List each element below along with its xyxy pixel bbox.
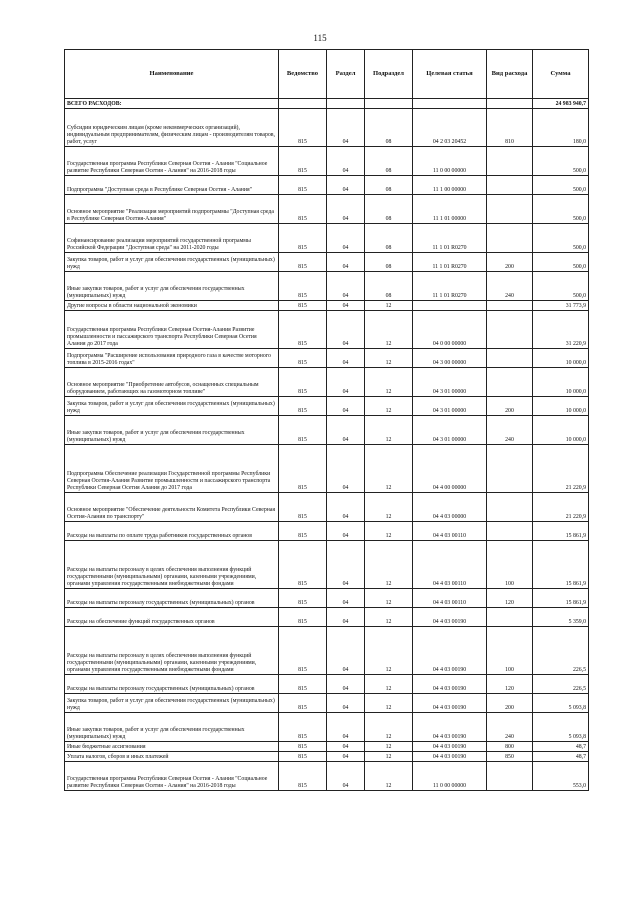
row-target-item: 04 4 03 00110 [413,541,487,589]
row-section: 04 [327,752,365,762]
row-amount: 10 000,0 [533,349,589,368]
row-subsection: 12 [365,311,413,349]
row-amount: 500,0 [533,224,589,253]
row-amount: 500,0 [533,195,589,224]
row-subsection: 12 [365,675,413,694]
row-department: 815 [279,224,327,253]
row-target-item: 04 4 03 00190 [413,675,487,694]
row-department: 815 [279,541,327,589]
row-name: Закупка товаров, работ и услуг для обеспечения государственных (муниципальных) нужд [65,694,279,713]
row-section: 04 [327,224,365,253]
row-department: 815 [279,176,327,195]
row-expense-type: 100 [487,627,533,675]
row-expense-type [487,176,533,195]
row-section: 04 [327,301,365,311]
row-name: Основное мероприятие "Обеспечение деятельности Комитета Республики Северная Осетия-Алания по транспорту" [65,493,279,522]
row-subsection: 12 [365,762,413,791]
row-expense-type [487,608,533,627]
row-name: Расходы на выплаты персоналу в целях обеспечения выполнения функций государственными (муниципальными) органами, казенными учреждениями, органами управления государственными внебюджетными фондами [65,627,279,675]
row-department: 815 [279,253,327,272]
row-name: Расходы на выплаты по оплате труда работников государственных органов [65,522,279,541]
row-target-item: 04 4 03 00190 [413,713,487,742]
row-target-item: 11 0 00 00000 [413,147,487,176]
row-amount: 21 220,9 [533,493,589,522]
header-subsection: Подраздел [365,50,413,99]
row-department: 815 [279,493,327,522]
row-name: Расходы на выплаты персоналу государственных (муниципальных) органов [65,589,279,608]
row-subsection: 12 [365,742,413,752]
row-department: 815 [279,301,327,311]
row-target-item: 04 4 03 00110 [413,589,487,608]
row-section: 04 [327,742,365,752]
row-name: Иные закупки товаров, работ и услуг для обеспечения государственных (муниципальных) нужд [65,272,279,301]
table-row [65,589,589,608]
row-name: Расходы на выплаты персоналу государственных (муниципальных) органов [65,675,279,694]
row-amount: 5 359,0 [533,608,589,627]
row-amount: 31 773,9 [533,301,589,311]
table-row [65,675,589,694]
row-subsection [365,99,413,109]
row-subsection: 12 [365,397,413,416]
row-department: 815 [279,272,327,301]
row-section: 04 [327,176,365,195]
row-subsection: 08 [365,253,413,272]
row-expense-type [487,311,533,349]
row-subsection: 08 [365,195,413,224]
row-target-item: 04 4 03 00190 [413,742,487,752]
row-expense-type: 200 [487,694,533,713]
row-department: 815 [279,713,327,742]
row-amount: 500,0 [533,176,589,195]
row-section: 04 [327,109,365,147]
table-row [65,742,589,752]
row-subsection: 12 [365,349,413,368]
row-section: 04 [327,147,365,176]
table-row [65,195,589,224]
row-name: Государственная программа Республики Северная Осетия-Алания Развитие промышленности и пассажирского транспорта Республики Северная Осетия Алания до 2017 года [65,311,279,349]
row-subsection: 12 [365,445,413,493]
row-subsection: 12 [365,752,413,762]
row-department: 815 [279,522,327,541]
row-section: 04 [327,713,365,742]
row-expense-type [487,301,533,311]
row-target-item: 11 1 01 R0270 [413,272,487,301]
row-name: Подпрограмма Обеспечение реализации Государственной программы Республики Северная Осетия-Алания Развитие промышленности и пассажирского транспорта Республики Северная Осетия Алания до 2017 года [65,445,279,493]
row-section: 04 [327,368,365,397]
row-section: 04 [327,349,365,368]
row-amount: 48,7 [533,752,589,762]
row-name: Иные закупки товаров, работ и услуг для обеспечения государственных (муниципальных) нужд [65,416,279,445]
table-row [65,445,589,493]
row-target-item: 04 2 03 20452 [413,109,487,147]
table-row [65,416,589,445]
row-target-item: 04 3 01 00000 [413,416,487,445]
row-amount: 15 861,9 [533,522,589,541]
header-name: Наименование [65,50,279,99]
table-row [65,301,589,311]
table-row [65,752,589,762]
table-row [65,713,589,742]
row-expense-type [487,224,533,253]
row-name: Уплата налогов, сборов и иных платежей [65,752,279,762]
row-department: 815 [279,109,327,147]
row-department: 815 [279,752,327,762]
row-amount: 10 000,0 [533,416,589,445]
table-row [65,109,589,147]
row-expense-type [487,349,533,368]
row-department: 815 [279,416,327,445]
row-target-item: 04 4 03 00190 [413,752,487,762]
row-section: 04 [327,445,365,493]
table-row [65,762,589,791]
row-section: 04 [327,694,365,713]
table-body [65,99,589,791]
total-row [65,99,589,109]
table-row [65,147,589,176]
row-department: 815 [279,368,327,397]
row-target-item: 11 1 01 00000 [413,195,487,224]
row-subsection: 12 [365,522,413,541]
row-expense-type: 240 [487,416,533,445]
row-subsection: 12 [365,493,413,522]
row-target-item: 11 1 01 R0270 [413,253,487,272]
row-target-item: 11 0 00 00000 [413,762,487,791]
row-name: Субсидии юридическим лицам (кроме некоммерческих организаций), индивидуальным предпринимателям, физическим лицам - производителям товаров, работ, услуг [65,109,279,147]
row-amount: 48,7 [533,742,589,752]
table-row [65,397,589,416]
row-subsection: 12 [365,694,413,713]
row-department: 815 [279,627,327,675]
row-subsection: 12 [365,608,413,627]
row-department: 815 [279,608,327,627]
row-department: 815 [279,675,327,694]
row-target-item [413,301,487,311]
row-section: 04 [327,675,365,694]
row-expense-type [487,445,533,493]
row-section: 04 [327,522,365,541]
row-amount: 24 983 940,7 [533,99,589,109]
page-number: 115 [313,33,327,43]
row-name: Основное мероприятие "Приобретение автобусов, оснащенных специальным оборудованием, работающих на газомоторном топливе" [65,368,279,397]
table-row [65,176,589,195]
row-name: Иные закупки товаров, работ и услуг для обеспечения государственных (муниципальных) нужд [65,713,279,742]
row-department [279,99,327,109]
table-row [65,608,589,627]
row-name: Закупка товаров, работ и услуг для обеспечения государственных (муниципальных) нужд [65,397,279,416]
row-expense-type [487,99,533,109]
table-header-row [65,50,589,99]
table-row [65,694,589,713]
row-name: Основное мероприятие "Реализация мероприятий подпрограммы "Доступная среда в Республике Северная Осетия-Алания" [65,195,279,224]
row-subsection: 08 [365,272,413,301]
row-target-item: 11 1 01 R0270 [413,224,487,253]
table-row [65,627,589,675]
row-name: Государственная программа Республики Северная Осетия - Алания "Социальное развитие Республики Северная Осетия - Алания" на 2016-2018 годы [65,147,279,176]
row-name: Софинансирование реализации мероприятий государственной программы Российской Федерации "Доступная среда" на 2011-2020 годы [65,224,279,253]
row-expense-type: 120 [487,675,533,694]
row-subsection: 12 [365,368,413,397]
table-row [65,522,589,541]
row-name: Подпрограмма "Расширение использования природного газа в качестве моторного топлива в 2015-2016 годах" [65,349,279,368]
row-amount: 15 861,9 [533,589,589,608]
row-subsection: 12 [365,627,413,675]
row-section: 04 [327,541,365,589]
row-section: 04 [327,195,365,224]
row-department: 815 [279,349,327,368]
row-amount: 5 093,8 [533,713,589,742]
row-expense-type: 120 [487,589,533,608]
row-subsection: 12 [365,713,413,742]
row-target-item: 04 4 03 00190 [413,627,487,675]
table-row [65,272,589,301]
row-section: 04 [327,608,365,627]
row-target-item: 04 3 01 00000 [413,368,487,397]
row-department: 815 [279,762,327,791]
expenditure-table [64,49,589,791]
row-expense-type: 200 [487,253,533,272]
row-section: 04 [327,627,365,675]
row-target-item: 04 4 00 00000 [413,445,487,493]
table-row [65,349,589,368]
table-row [65,253,589,272]
row-name: Государственная программа Республики Северная Осетия - Алания "Социальное развитие Республики Северная Осетия - Алания" на 2016-2018 годы [65,762,279,791]
row-target-item: 04 0 00 00000 [413,311,487,349]
row-name: Закупка товаров, работ и услуг для обеспечения государственных (муниципальных) нужд [65,253,279,272]
row-target-item: 04 4 03 00190 [413,608,487,627]
row-name: Расходы на обеспечение функций государственных органов [65,608,279,627]
header-department: Ведомство [279,50,327,99]
row-expense-type: 100 [487,541,533,589]
row-amount: 226,5 [533,675,589,694]
row-department: 815 [279,147,327,176]
row-section: 04 [327,762,365,791]
row-department: 815 [279,694,327,713]
header-section: Раздел [327,50,365,99]
row-amount: 15 861,9 [533,541,589,589]
row-target-item: 04 4 03 00190 [413,694,487,713]
row-section [327,99,365,109]
row-target-item: 11 1 00 00000 [413,176,487,195]
header-expense-type: Вид расхода [487,50,533,99]
row-name: Иные бюджетные ассигнования [65,742,279,752]
table-row [65,224,589,253]
row-name: Другие вопросы в области национальной экономики [65,301,279,311]
row-amount: 10 000,0 [533,397,589,416]
row-expense-type [487,147,533,176]
row-amount: 5 093,8 [533,694,589,713]
row-amount: 10 000,0 [533,368,589,397]
row-amount: 226,5 [533,627,589,675]
row-subsection: 08 [365,224,413,253]
row-subsection: 08 [365,147,413,176]
row-expense-type [487,762,533,791]
row-section: 04 [327,589,365,608]
row-target-item: 04 4 03 00110 [413,522,487,541]
row-subsection: 12 [365,589,413,608]
row-subsection: 12 [365,301,413,311]
row-expense-type: 240 [487,272,533,301]
row-target-item: 04 3 00 00000 [413,349,487,368]
row-expense-type: 200 [487,397,533,416]
row-section: 04 [327,253,365,272]
table-row [65,493,589,522]
row-expense-type [487,195,533,224]
row-amount: 500,0 [533,253,589,272]
row-expense-type: 850 [487,752,533,762]
row-expense-type [487,493,533,522]
row-department: 815 [279,445,327,493]
row-expense-type: 810 [487,109,533,147]
row-section: 04 [327,397,365,416]
row-name: Подпрограмма "Доступная среда в Республике Северная Осетия - Алания" [65,176,279,195]
row-expense-type: 240 [487,713,533,742]
header-target-item: Целевая статья [413,50,487,99]
row-section: 04 [327,493,365,522]
table-row [65,541,589,589]
table-row [65,368,589,397]
row-name: Расходы на выплаты персоналу в целях обеспечения выполнения функций государственными (муниципальными) органами, казенными учреждениями, органами управления государственными внебюджетными фондами [65,541,279,589]
row-amount: 31 220,9 [533,311,589,349]
row-department: 815 [279,397,327,416]
row-amount: 553,0 [533,762,589,791]
row-subsection: 12 [365,416,413,445]
row-department: 815 [279,742,327,752]
row-target-item: 04 4 03 00000 [413,493,487,522]
row-department: 815 [279,589,327,608]
row-subsection: 08 [365,176,413,195]
row-section: 04 [327,311,365,349]
row-section: 04 [327,272,365,301]
row-expense-type [487,368,533,397]
row-expense-type [487,522,533,541]
row-subsection: 08 [365,109,413,147]
row-target-item: 04 3 01 00000 [413,397,487,416]
row-expense-type: 800 [487,742,533,752]
row-section: 04 [327,416,365,445]
row-department: 815 [279,195,327,224]
table-row [65,311,589,349]
row-subsection: 12 [365,541,413,589]
row-amount: 21 220,9 [533,445,589,493]
row-target-item [413,99,487,109]
row-amount: 180,0 [533,109,589,147]
row-department: 815 [279,311,327,349]
row-amount: 500,0 [533,147,589,176]
row-amount: 500,0 [533,272,589,301]
header-amount: Сумма [533,50,589,99]
row-name: ВСЕГО РАСХОДОВ: [65,99,279,109]
